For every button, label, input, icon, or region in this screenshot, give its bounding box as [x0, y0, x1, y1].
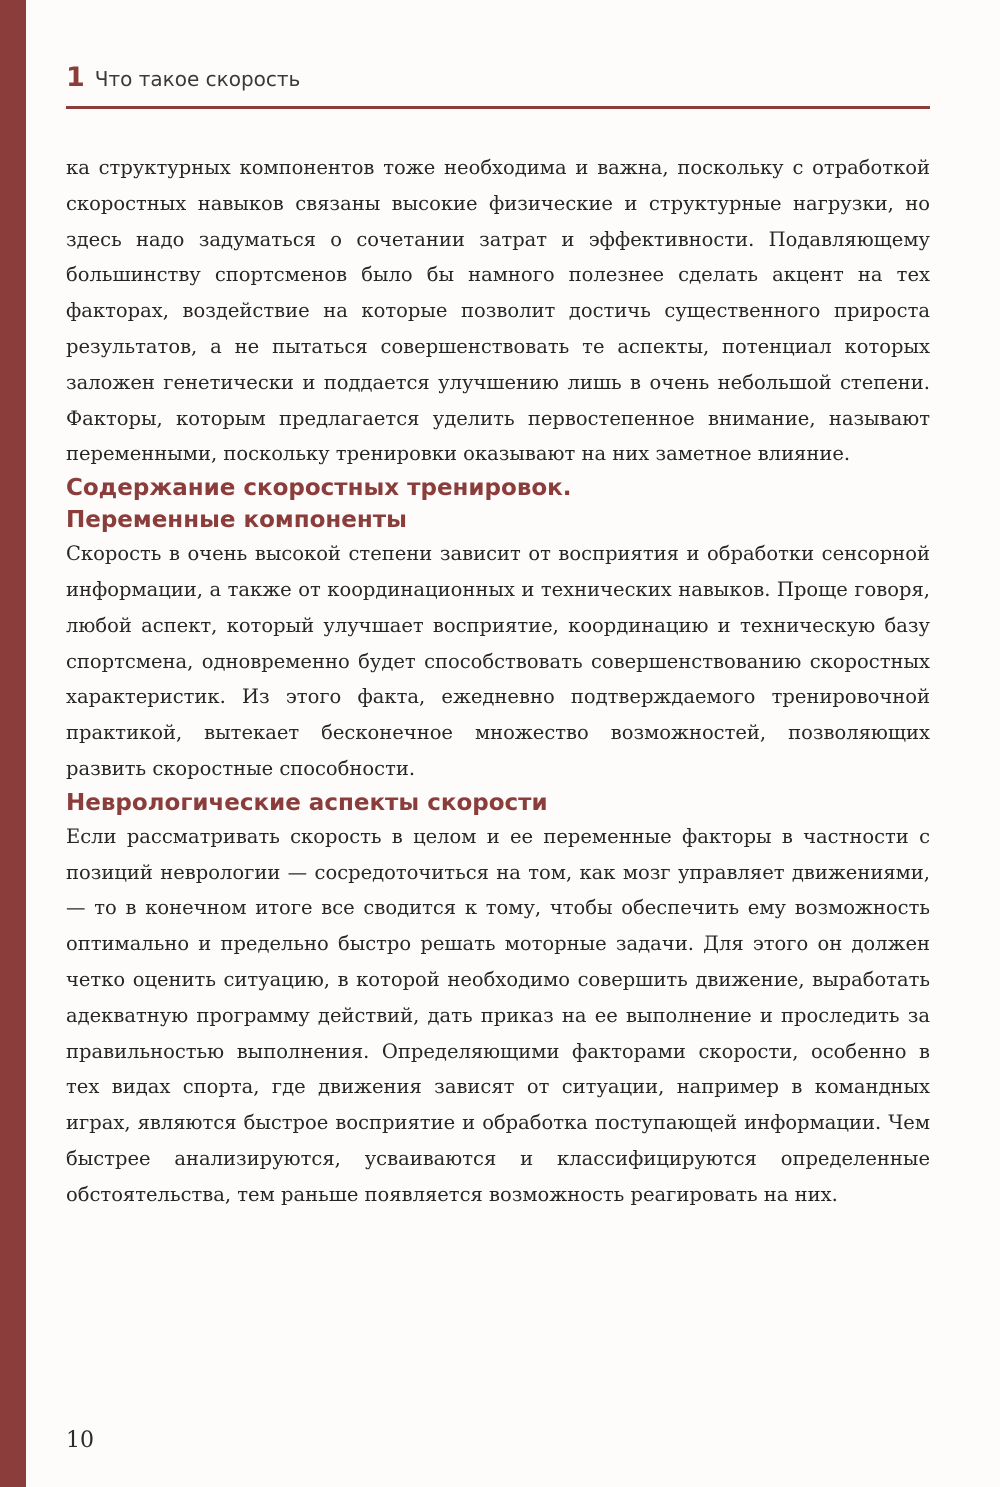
- section-heading-neurology: Неврологические аспекты скорости: [66, 789, 548, 816]
- section-heading-line: Содержание скоростных тренировок.: [66, 475, 572, 502]
- page-content: [66, 150, 930, 1213]
- section-heading-line: Переменные компоненты: [66, 507, 407, 534]
- header-rule: [66, 106, 930, 109]
- neurology-paragraph: Если рассматривать скорость в целом и ее переменные факторы в частности с позиций неврологии — сосредоточиться на том, как мозг управляет движениями, — то в конечном итоге все сводится к тому, чтобы обеспечить ему возможность оптимально и предельно быстро решать моторные задачи. Для этого он должен четко оценить ситуацию, в которой необходимо совершить движение, выработать адекватную программу действий, дать приказ на ее выполнение и проследить за правильностью выполнения. Определяющими факторами скорости, особенно в тех видах спорта, где движения зависят от ситуации, например в командных играх, являются быстрое восприятие и обработка поступающей информации. Чем быстрее анализируются, усваиваются и классифицируются определенные обстоятельства, тем раньше появляется возможность реагировать на них.: [66, 824, 930, 1206]
- chapter-number: 1: [66, 62, 85, 93]
- running-head: [66, 62, 930, 102]
- chapter-title: Что такое скорость: [94, 67, 301, 91]
- page-number: 10: [66, 1428, 94, 1453]
- side-color-band: [0, 0, 26, 1487]
- speed-training-paragraph: Скорость в очень высокой степени зависит от восприятия и обработки сенсорной информации, а также от координационных и технических навыков. Проще говоря, любой аспект, который улучшает восприятие, координацию и техническую базу спортсмена, одновременно будет способствовать совершенствованию скоростных характеристик. Из этого факта, ежедневно подтверждаемого тренировочной практикой, вытекает бесконечное множество возможностей, позволяющих развить скоростные способности.: [66, 542, 930, 780]
- section-heading-speed-training: [66, 472, 930, 536]
- intro-paragraph: ка структурных компонентов тоже необходима и важна, поскольку с отработкой скоростных навыков связаны высокие физические и структурные нагрузки, но здесь надо задуматься о сочетании затрат и эффективности. Подавляющему большинству спортсменов было бы намного полезнее сделать акцент на тех факторах, воздействие на которые позволит достичь существенного прироста результатов, а не пытаться совершенствовать те аспекты, потенциал которых заложен генетически и поддается улучшению лишь в очень небольшой степени. Факторы, которым предлагается уделить первостепенное внимание, называют переменными, поскольку тренировки оказывают на них заметное влияние.: [66, 156, 930, 466]
